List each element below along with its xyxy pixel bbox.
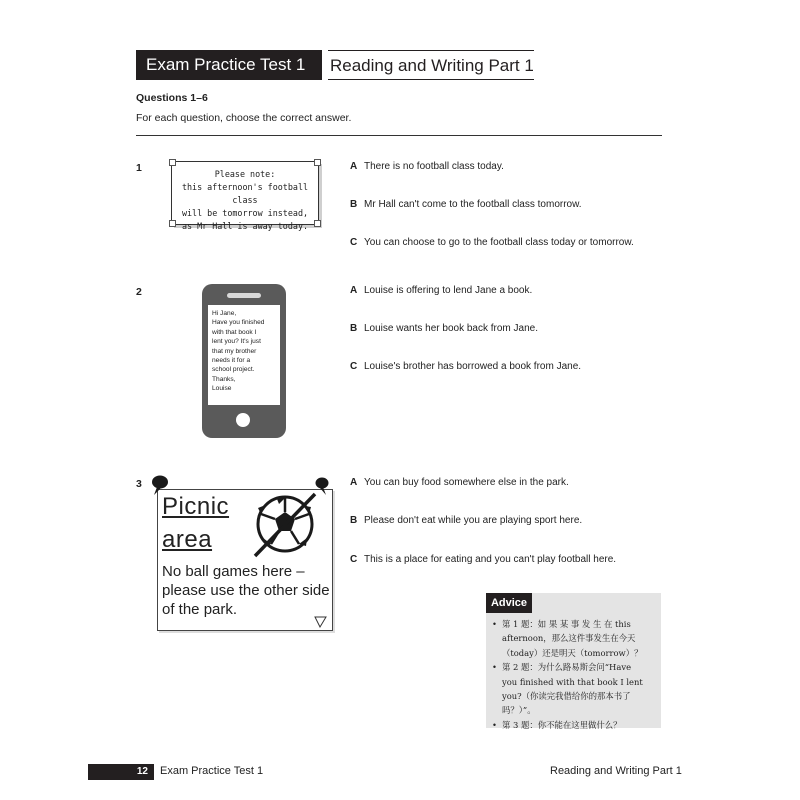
notice-line: this afternoon's football class <box>181 182 309 205</box>
sign-line: of the park. <box>162 601 238 618</box>
q1-option-a[interactable] <box>350 161 504 172</box>
option-letter: A <box>350 285 358 296</box>
option-letter: B <box>350 199 358 210</box>
message-line: Have you finished <box>212 319 265 327</box>
option-letter: A <box>350 161 358 172</box>
option-text: This is a place for eating and you can't play football here. <box>364 554 617 565</box>
option-letter: C <box>350 361 358 372</box>
advice-item <box>490 718 658 732</box>
message-line: with that book I <box>212 328 257 336</box>
notice-line: will be tomorrow instead, <box>181 208 309 218</box>
advice-line: 第 1 题：如 果 某 事 发 生 在 this <box>502 619 631 629</box>
q3-option-c[interactable] <box>350 554 616 565</box>
message-line: Louise <box>212 385 232 393</box>
message-line: that my brother <box>212 347 257 355</box>
page-number: 12 <box>88 764 154 780</box>
section-title: Exam Practice Test 1 <box>136 50 322 80</box>
advice-item <box>490 617 658 660</box>
notice-card <box>171 161 319 231</box>
phone-home-button <box>236 413 250 427</box>
advice-line: 吗？）”。 <box>502 705 536 716</box>
option-letter: B <box>350 515 358 526</box>
message-line: Thanks, <box>212 375 236 383</box>
option-text: Louise wants her book back from Jane. <box>364 323 538 334</box>
advice-line: you?（你读完我借给你的那本书了 <box>502 691 631 702</box>
advice-line: you finished with that book I lent <box>502 676 643 687</box>
sign-line: please use the other side <box>162 582 330 599</box>
option-letter: A <box>350 477 358 488</box>
advice-title: Advice <box>486 593 532 613</box>
sign-line: No ball games here – <box>162 563 305 580</box>
questions-range: Questions 1–6 <box>136 92 208 104</box>
q2-option-b[interactable] <box>350 323 538 334</box>
q2-option-c[interactable] <box>350 361 581 372</box>
sign-text <box>162 562 330 619</box>
phone-speaker <box>227 293 261 298</box>
option-text: You can buy food somewhere else in the park. <box>364 477 569 488</box>
part-title: Reading and Writing Part 1 <box>328 50 534 80</box>
corner-mark-icon <box>314 159 321 166</box>
corner-mark-icon <box>169 159 176 166</box>
q1-option-c[interactable] <box>350 237 634 248</box>
question-3-number: 3 <box>136 478 142 490</box>
sign-title-picnic: Picnic <box>162 493 230 520</box>
advice-list <box>490 617 658 732</box>
message-line: school project. <box>212 366 255 374</box>
message-line: Hi Jane, <box>212 310 237 317</box>
advice-line: （today）还是明天（tomorrow）？ <box>502 647 643 658</box>
instruction-text: For each question, choose the correct answer. <box>136 112 352 124</box>
question-1-number: 1 <box>136 162 142 174</box>
option-letter: C <box>350 554 358 565</box>
option-text: Please don't eat while you are playing sport here. <box>364 515 583 526</box>
corner-mark-icon <box>314 220 321 227</box>
sign-title-area: area <box>162 526 213 553</box>
question-2-number: 2 <box>136 286 142 298</box>
option-text: You can choose to go to the football class today or tomorrow. <box>364 237 634 248</box>
option-text: Mr Hall can't come to the football class tomorrow. <box>364 199 582 210</box>
q1-option-b[interactable] <box>350 199 582 210</box>
q3-option-a[interactable] <box>350 477 569 488</box>
notice-line: Please note: <box>214 169 276 179</box>
divider <box>136 135 662 136</box>
option-text: Louise's brother has borrowed a book from Jane. <box>364 361 582 372</box>
advice-line: 第 3 题：你不能在这里做什么？ <box>502 719 622 730</box>
no-football-icon <box>249 490 321 562</box>
q3-option-b[interactable] <box>350 515 582 526</box>
option-text: Louise is offering to lend Jane a book. <box>364 285 533 296</box>
q2-option-a[interactable] <box>350 285 532 296</box>
advice-line: 第 2 题：为什么路易斯会问“Have <box>502 662 632 673</box>
message-line: lent you? It's just <box>212 338 261 346</box>
corner-mark-icon <box>169 220 176 227</box>
option-letter: C <box>350 237 358 248</box>
footer-section: Exam Practice Test 1 <box>160 765 264 777</box>
advice-line: afternoon，那么这件事发生在今天 <box>502 633 636 644</box>
notice-line: as Mr Hall is away today. <box>181 221 309 231</box>
option-text: There is no football class today. <box>364 161 504 172</box>
option-letter: B <box>350 323 358 334</box>
phone-message <box>208 305 280 405</box>
message-line: needs it for a <box>212 357 251 365</box>
advice-item <box>490 660 658 718</box>
footer-part: Reading and Writing Part 1 <box>550 765 682 777</box>
